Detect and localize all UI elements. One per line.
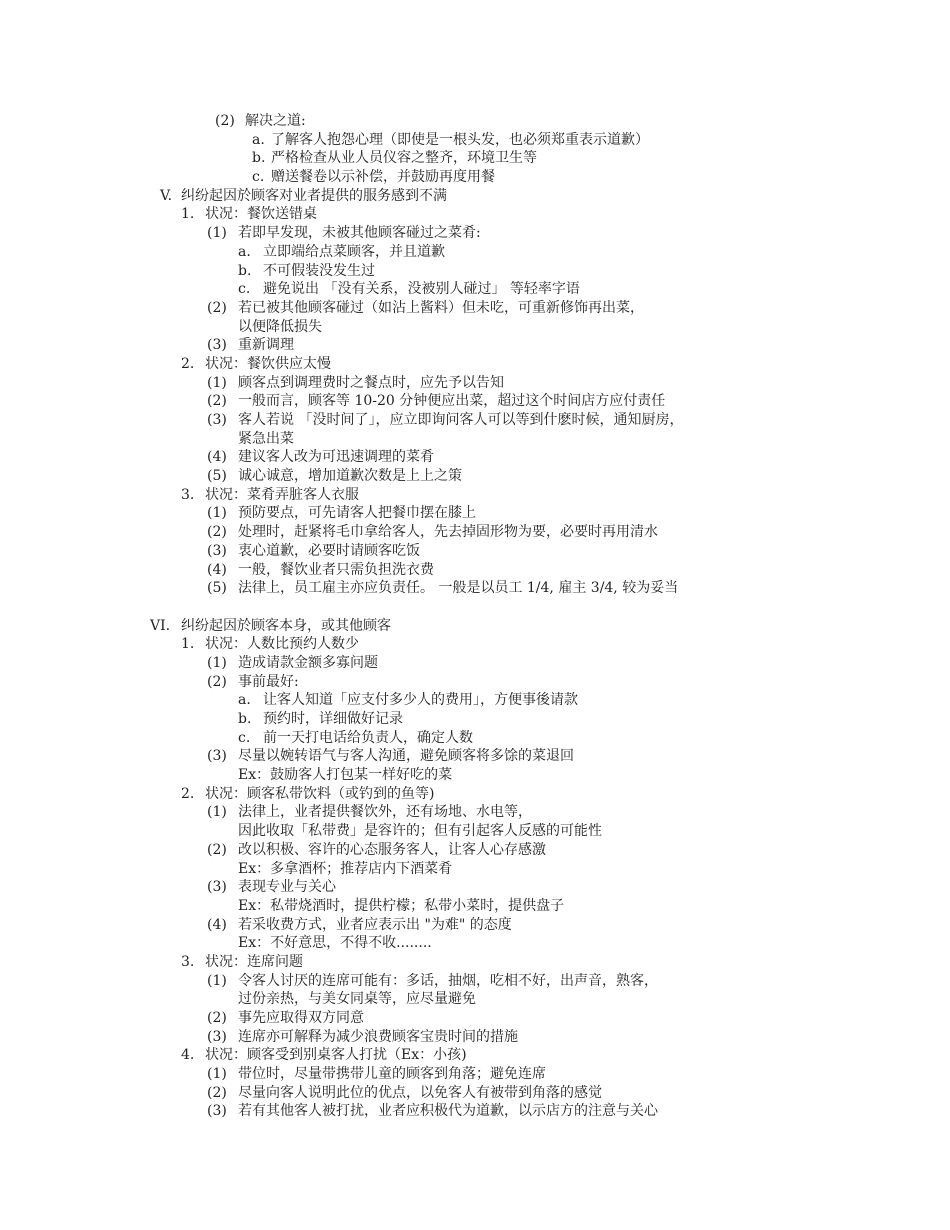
item-text: 严格检查从业人员仪容之整齐，环境卫生等 bbox=[271, 150, 537, 167]
item-text: 赠送餐卷以示补偿，并鼓励再度用餐 bbox=[271, 169, 495, 186]
item-text: 若有其他客人被打扰，业者应积极代为道歉，以示店方的注意与关心 bbox=[238, 1103, 658, 1120]
item-text: 了解客人抱怨心理（即使是一根头发，也必须郑重表示道歉） bbox=[271, 131, 649, 148]
outline-line bbox=[0, 673, 950, 692]
outline-line bbox=[0, 747, 950, 766]
item-text: 状况：餐饮送错桌 bbox=[205, 206, 317, 223]
item-marker: 4. bbox=[181, 1047, 195, 1064]
item-marker: (3) bbox=[207, 337, 227, 354]
outline-line bbox=[0, 504, 950, 523]
item-text: 以便降低损失 bbox=[238, 318, 322, 335]
outline-line bbox=[0, 336, 950, 355]
item-text: 紧急出菜 bbox=[238, 430, 294, 447]
item-marker: (1) bbox=[207, 225, 227, 242]
outline-line bbox=[0, 803, 950, 822]
item-text: 法律上，员工雇主亦应负责任。 一般是以员工 1/4, 雇主 3/4, 较为妥当 bbox=[238, 580, 679, 597]
item-text: 纠纷起因於顾客本身，或其他顾客 bbox=[181, 617, 391, 634]
item-text: 状况：菜肴弄脏客人衣服 bbox=[205, 486, 359, 503]
item-text: 令客人讨厌的连席可能有：多话，抽烟，吃相不好，出声音，熟客， bbox=[238, 972, 658, 989]
item-marker: (1) bbox=[207, 654, 227, 671]
outline-line bbox=[0, 205, 950, 224]
item-marker: V. bbox=[160, 187, 173, 204]
outline-line bbox=[0, 1065, 950, 1084]
outline-line bbox=[0, 523, 950, 542]
outline-line bbox=[0, 112, 950, 131]
item-text: 一般，餐饮业者只需负担洗衣费 bbox=[238, 561, 434, 578]
outline-line bbox=[0, 635, 950, 654]
item-marker: b. bbox=[238, 262, 252, 279]
item-text: 状况：顾客私带饮料（或钓到的鱼等) bbox=[205, 785, 435, 802]
item-text: 让客人知道「应支付多少人的费用」，方便事後请款 bbox=[263, 692, 578, 709]
item-text: Ex：不好意思，不得不收........ bbox=[238, 935, 432, 952]
item-text: 若即早发现，未被其他顾客碰过之菜肴: bbox=[238, 225, 481, 242]
item-marker: (1) bbox=[207, 505, 227, 522]
item-marker: a. bbox=[238, 243, 251, 260]
item-marker: (2) bbox=[215, 113, 235, 129]
item-text: 建议客人改为可迅速调理的菜肴 bbox=[238, 449, 434, 466]
item-marker: c. bbox=[238, 281, 251, 298]
outline-line bbox=[0, 729, 950, 748]
item-marker: (3) bbox=[207, 1103, 227, 1120]
outline-line bbox=[0, 878, 950, 897]
item-marker: 3. bbox=[181, 486, 195, 503]
item-marker: a. bbox=[238, 692, 251, 709]
item-text: 法律上，业者提供餐饮外，还有场地、水电等， bbox=[238, 804, 532, 821]
item-marker: (2) bbox=[207, 299, 227, 316]
item-text: 连席亦可解释为减少浪费顾客宝贵时间的措施 bbox=[238, 1028, 518, 1045]
item-marker: (4) bbox=[207, 916, 227, 933]
item-text: 诚心诚意，增加道歉次数是上上之策 bbox=[238, 468, 462, 485]
outline-line bbox=[0, 131, 950, 150]
outline-line bbox=[0, 990, 950, 1009]
item-text: 不可假装没发生过 bbox=[263, 262, 375, 279]
item-text: 若已被其他顾客碰过（如沾上酱料）但未吃，可重新修饰再出菜， bbox=[238, 299, 644, 316]
item-marker: b. bbox=[238, 711, 252, 727]
item-marker: (4) bbox=[207, 449, 227, 466]
outline-line bbox=[0, 149, 950, 168]
item-marker: (1) bbox=[207, 804, 227, 821]
item-marker: (2) bbox=[207, 524, 227, 541]
item-text: 因此收取「私带费」是容许的；但有引起客人反感的可能性 bbox=[238, 823, 602, 840]
document-body bbox=[0, 112, 950, 1121]
outline-line bbox=[0, 897, 950, 916]
item-text: 尽量向客人说明此位的优点，以免客人有被带到角落的感觉 bbox=[238, 1084, 602, 1101]
outline-line bbox=[0, 1046, 950, 1065]
item-text: 客人若说 「没时间了」，应立即询问客人可以等到什麽时候，通知厨房， bbox=[238, 412, 684, 428]
outline-line bbox=[0, 579, 950, 598]
item-marker: a. bbox=[252, 131, 265, 148]
item-marker: (2) bbox=[207, 841, 227, 858]
item-marker: 3. bbox=[181, 953, 195, 970]
section-heading bbox=[0, 187, 950, 206]
item-marker: 1. bbox=[181, 206, 195, 223]
item-marker: (3) bbox=[207, 879, 227, 896]
outline-line bbox=[0, 486, 950, 505]
item-text: 纠纷起因於顾客对业者提供的服务感到不满 bbox=[181, 187, 447, 204]
item-marker: 2. bbox=[181, 785, 195, 802]
outline-line bbox=[0, 392, 950, 411]
outline-line bbox=[0, 953, 950, 972]
outline-line bbox=[0, 691, 950, 710]
item-text: 处理时，赶紧将毛巾拿给客人，先去掉固形物为要，必要时再用清水 bbox=[238, 524, 658, 541]
outline-line bbox=[0, 766, 950, 785]
item-marker: VI. bbox=[150, 617, 171, 634]
item-text: 事先应取得双方同意 bbox=[238, 1010, 364, 1026]
item-text: 前一天打电话给负责人，确定人数 bbox=[263, 729, 473, 746]
item-text: 过份亲热，与美女同桌等，应尽量避免 bbox=[238, 991, 476, 1008]
item-text: 避免说出 「没有关系，没被别人碰过」 等轻率字语 bbox=[263, 281, 580, 298]
item-marker: (5) bbox=[207, 468, 227, 485]
outline-line bbox=[0, 318, 950, 337]
outline-line bbox=[0, 467, 950, 486]
outline-line bbox=[0, 841, 950, 860]
item-text: 若采收费方式，业者应表示出 "为难" 的态度 bbox=[238, 916, 512, 933]
outline-line bbox=[0, 972, 950, 991]
item-text: 改以积极、容许的心态服务客人，让客人心存感激 bbox=[238, 841, 546, 858]
outline-line bbox=[0, 785, 950, 804]
item-text: 预防要点，可先请客人把餐巾摆在膝上 bbox=[238, 505, 476, 522]
item-marker: (5) bbox=[207, 580, 227, 597]
item-text: 衷心道歉，必要时请顾客吃饭 bbox=[238, 542, 420, 559]
item-text: Ex：私带烧酒时，提供柠檬；私带小菜时，提供盘子 bbox=[238, 897, 565, 914]
item-marker: c. bbox=[238, 729, 251, 746]
item-text: 状况：连席问题 bbox=[205, 953, 303, 970]
item-marker: (3) bbox=[207, 412, 227, 428]
item-text: Ex：鼓励客人打包某一样好吃的菜 bbox=[238, 767, 453, 784]
item-marker: c. bbox=[252, 169, 265, 186]
item-marker: (3) bbox=[207, 1028, 227, 1045]
item-marker: (2) bbox=[207, 673, 227, 690]
item-marker: (1) bbox=[207, 374, 227, 391]
outline-line bbox=[0, 299, 950, 318]
outline-line bbox=[0, 280, 950, 299]
outline-line bbox=[0, 934, 950, 953]
item-text: 带位时，尽量带携带儿童的顾客到角落；避免连席 bbox=[238, 1066, 546, 1083]
outline-line bbox=[0, 822, 950, 841]
item-marker: (3) bbox=[207, 748, 227, 765]
outline-line bbox=[0, 916, 950, 935]
item-text: 表现专业与关心 bbox=[238, 879, 336, 896]
outline-line bbox=[0, 355, 950, 374]
outline-line bbox=[0, 1028, 950, 1047]
outline-line bbox=[0, 1102, 950, 1121]
outline-line bbox=[0, 561, 950, 580]
item-text: 立即端给点菜顾客，并且道歉 bbox=[263, 243, 445, 260]
item-marker: (2) bbox=[207, 393, 227, 410]
outline-line bbox=[0, 654, 950, 673]
outline-line bbox=[0, 243, 950, 262]
outline-line bbox=[0, 224, 950, 243]
item-text: 状况：顾客受到别桌客人打扰（Ex：小孩) bbox=[205, 1047, 467, 1064]
item-text: 状况：餐饮供应太慢 bbox=[205, 355, 331, 372]
item-marker: (1) bbox=[207, 972, 227, 989]
outline-line bbox=[0, 860, 950, 879]
outline-line bbox=[0, 411, 950, 430]
outline-line bbox=[0, 542, 950, 561]
outline-line bbox=[0, 430, 950, 449]
item-marker: (1) bbox=[207, 1066, 227, 1083]
item-text: Ex：多拿酒杯；推荐店内下酒菜肴 bbox=[238, 860, 453, 877]
item-marker: b. bbox=[252, 150, 266, 167]
item-text: 事前最好: bbox=[238, 673, 299, 690]
outline-line bbox=[0, 168, 950, 187]
item-text: 一般而言，顾客等 10-20 分钟便应出菜，超过这个时间店方应付责任 bbox=[238, 393, 666, 410]
section-heading bbox=[0, 617, 950, 636]
item-marker: 1. bbox=[181, 636, 195, 653]
item-marker: (3) bbox=[207, 542, 227, 559]
outline-line bbox=[0, 1084, 950, 1103]
item-text: 状况：人数比预约人数少 bbox=[205, 636, 359, 653]
outline-line bbox=[0, 710, 950, 729]
item-text: 顾客点到调理费时之餐点时，应先予以告知 bbox=[238, 374, 504, 391]
item-text: 解决之道: bbox=[245, 113, 306, 129]
outline-line bbox=[0, 448, 950, 467]
item-text: 重新调理 bbox=[238, 337, 294, 354]
item-marker: (2) bbox=[207, 1010, 227, 1026]
item-marker: 2. bbox=[181, 355, 195, 372]
item-marker: (4) bbox=[207, 561, 227, 578]
item-text: 造成请款金额多寡问题 bbox=[238, 654, 378, 671]
item-marker: (2) bbox=[207, 1084, 227, 1101]
outline-line bbox=[0, 262, 950, 281]
outline-line bbox=[0, 1009, 950, 1028]
outline-line bbox=[0, 374, 950, 393]
item-text: 预约时，详细做好记录 bbox=[263, 711, 403, 727]
item-text: 尽量以婉转语气与客人沟通，避免顾客将多馀的菜退回 bbox=[238, 748, 574, 765]
